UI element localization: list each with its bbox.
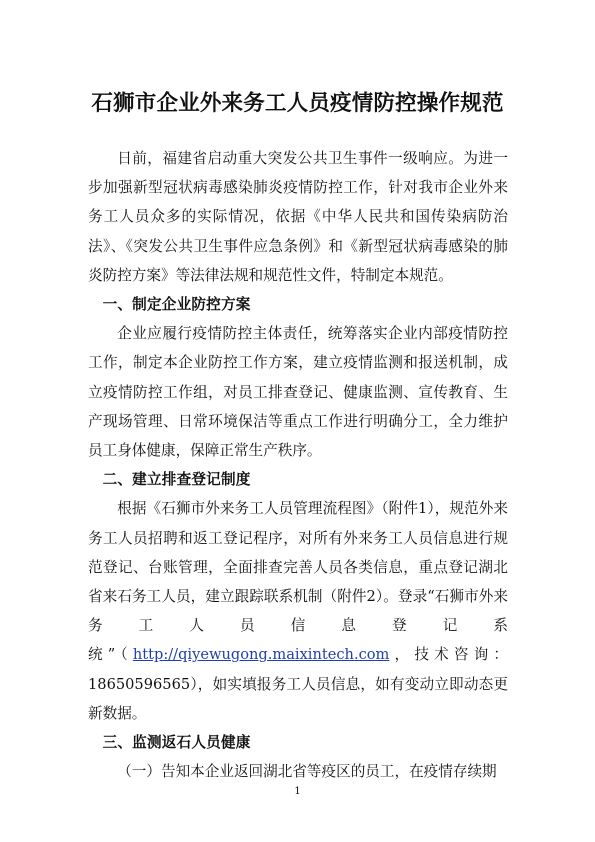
intro-paragraph: 日前，福建省启动重大突发公共卫生事件一级响应。为进一步加强新型冠状病毒感染肺炎疫情防控工作，针对我市企业外来务工人员众多的实际情况，依据《中华人民共和国传染病防治法》、《突发公共卫生事件应急条例》和《新型冠状病毒感染的肺炎防控方案》等法律法规和规范性文件，特制定本规范。 — [88, 150, 508, 284]
section-heading-3: 三、监测返石人员健康 — [102, 734, 251, 752]
section-heading-2: 二、建立排查登记制度 — [102, 471, 251, 489]
section-2-text-before-link: 根据《石狮市外来务工人员管理流程图》（附件1），规范外来务工人员招聘和返工登记程序，对所有外来务工人员信息进行规范登记、台账管理，全面排查完善人员各类信息，重点登记湖北省来石务工人员，建立跟踪联系机制（附件2）。登录“石狮市外来务工人员信息登记系统”（ — [88, 500, 508, 664]
section-paragraph-1: 企业应履行疫情防控主体责任，统筹落实企业内部疫情防控工作，制定本企业防控工作方案，建立疫情监测和报送机制，成立疫情防控工作组，对员工排查登记、健康监测、宣传教育、生产现场管理、日常环境保洁等重点工作进行明确分工，全力维护员工身体健康，保障正常生产秩序。 — [88, 325, 508, 460]
section-paragraph-2 — [88, 494, 508, 728]
section-heading-1: 一、制定企业防控方案 — [102, 296, 251, 314]
section-paragraph-3: （一）告知本企业返回湖北省等疫区的员工，在疫情存续期 — [117, 763, 497, 781]
registration-system-link[interactable]: http://qiyewugong.maixintech.com — [132, 646, 390, 664]
document-body — [88, 144, 508, 786]
page-number: 1 — [294, 786, 301, 797]
section-2-text-after-link: ，技术咨询：18650596565），如实填报务工人员信息，如有变动立即动态更新数据。 — [88, 646, 508, 722]
document-title: 石狮市企业外来务工人员疫情防控操作规范 — [91, 91, 504, 116]
